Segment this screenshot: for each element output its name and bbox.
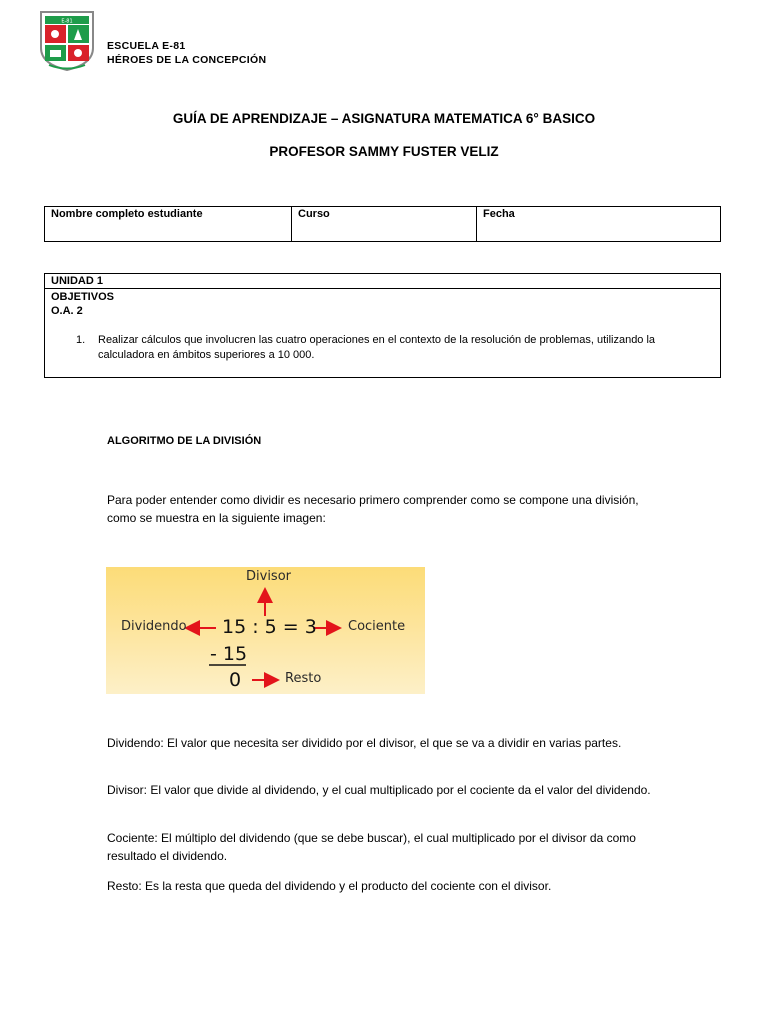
division-diagram [106,567,425,694]
objectives-label: OBJETIVOS [51,291,114,303]
resto-label: Resto [285,671,322,686]
school-name [107,39,266,67]
objectives-block [51,290,114,318]
division-operation: 15 : 5 = 3 [222,616,317,638]
cociente-label: Cociente [348,619,406,634]
student-name-field[interactable]: Nombre completo estudiante [45,207,292,241]
date-field[interactable]: Fecha [483,208,515,220]
teacher-name: PROFESOR SAMMY FUSTER VELIZ [269,144,499,159]
intro-paragraph: Para poder entender como dividir es necesario primero comprender como se compone una división, como se muestra en la siguiente imagen: [107,493,639,525]
unit-table [44,273,721,378]
unit-label: UNIDAD 1 [45,274,720,289]
divisor-label: Divisor [246,569,291,584]
dividendo-label: Dividendo [121,619,187,634]
page-title: GUÍA DE APRENDIZAJE – ASIGNATURA MATEMATICA 6° BASICO [172,111,596,126]
oa-label: O.A. 2 [51,305,83,317]
definition-dividendo: Dividendo: El valor que necesita ser dividido por el divisor, el que se va a dividir en varias partes. [107,736,622,750]
objective-text: Realizar cálculos que involucren las cuatro operaciones en el contexto de la resolución de problemas, utilizando la calculadora en ámbitos superiores a 10 000. [98,334,656,361]
subtraction-value: - 15 [210,643,248,665]
remainder-value: 0 [229,669,242,691]
definition-resto: Resto: Es la resta que queda del dividendo y el producto del cociente con el divisor. [107,879,552,893]
logo-text: E-81 [61,18,73,25]
school-line-1: ESCUELA E-81 [107,40,186,52]
definition-cociente: Cociente: El múltiplo del dividendo (que se debe buscar), el cual multiplicado por el divisor da como resultado el dividendo. [107,831,636,863]
section-title: ALGORITMO DE LA DIVISIÓN [107,435,262,447]
student-info-table [44,206,721,242]
school-logo [39,10,95,72]
objective-number: 1. [76,334,86,346]
school-line-2: HÉROES DE LA CONCEPCIÓN [107,54,267,66]
course-field[interactable]: Curso [292,207,477,241]
definition-divisor: Divisor: El valor que divide al dividendo, y el cual multiplicado por el cociente da el valor del dividendo. [107,783,651,797]
